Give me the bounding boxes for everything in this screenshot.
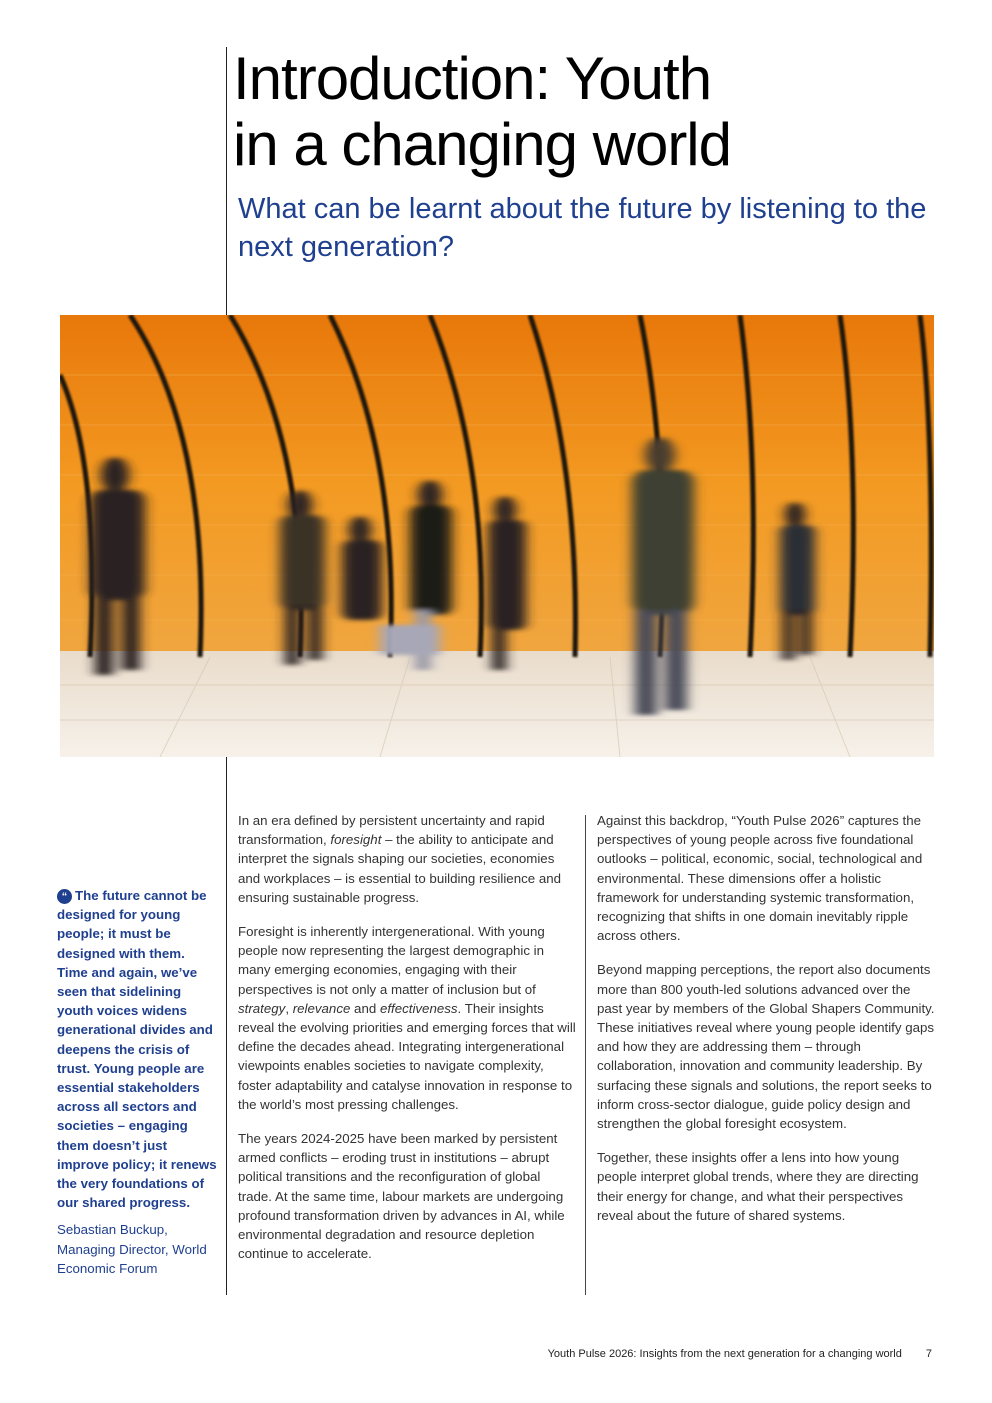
top-vertical-rule bbox=[226, 47, 227, 315]
paragraph-1-emphasis: foresight bbox=[330, 832, 382, 848]
paragraph-2-sep-2: and bbox=[350, 1000, 380, 1016]
bottom-vertical-rule bbox=[226, 757, 227, 1295]
page-footer bbox=[548, 1348, 932, 1360]
paragraph-1 bbox=[238, 811, 578, 907]
paragraph-2 bbox=[238, 922, 578, 1114]
body-column-1 bbox=[238, 811, 578, 1278]
paragraph-2-text-a: Foresight is inherently intergenerational. With young people now representing the largest demographic in many emerging economies, engaging with their perspectives is not only a matter of inclusion but of bbox=[238, 924, 545, 997]
paragraph-1-text-b: – the ability to anticipate and interpret the signals shaping our societies, economies and workplaces – is essential to building resilience and ensuring sustainable progress. bbox=[238, 832, 562, 905]
paragraph-4: Against this backdrop, “Youth Pulse 2026” captures the perspectives of young people across five foundational outlooks – political, economic, social, technological and environmental. These dimensions offer a holistic framework for understanding systemic transformation, recognizing that shifts in one domain inevitably ripple across others. bbox=[597, 813, 923, 944]
pull-quote-body: The future cannot be designed for young people; it must be designed with them. Time and again, we’ve seen that sidelining youth voices widens generational divides and deepens the crisis of trust. Young people are essential stakeholders across all sectors and societies – engaging them doesn’t just improve policy; it renews the very foundations of our shared progress. bbox=[57, 888, 217, 1211]
pull-quote-text bbox=[57, 886, 217, 1212]
footer-publication-title: Youth Pulse 2026: Insights from the next generation for a changing world bbox=[547, 1348, 902, 1360]
page-number: 7 bbox=[925, 1348, 932, 1360]
paragraph-2-emphasis-3: effectiveness bbox=[379, 1000, 458, 1016]
hero-photo bbox=[60, 315, 934, 757]
title-line-1: Introduction: Youth bbox=[233, 45, 712, 112]
quote-mark-icon: “ bbox=[57, 889, 72, 904]
page-title bbox=[233, 46, 953, 178]
paragraph-5: Beyond mapping perceptions, the report also documents more than 800 youth-led solutions advanced over the past year by members of the Global Shapers Community. These initiatives reveal where young people identify gaps and how they are addressing them – through collaboration, innovation and community leadership. By surfacing these signals and solutions, the report seeks to inform cross-sector dialogue, guide policy design and strengthen the global foresight ecosystem. bbox=[597, 962, 935, 1132]
paragraph-6: Together, these insights offer a lens into how young people interpret global trends, where they are directing their energy for change, and what their perspectives reveal about the future of shared systems. bbox=[597, 1150, 919, 1223]
column-divider bbox=[585, 815, 586, 1295]
title-line-2: in a changing world bbox=[233, 111, 732, 178]
paragraph-3: The years 2024-2025 have been marked by persistent armed conflicts – eroding trust in institutions – abrupt political transitions and the reconfiguration of global trade. At the same time, labour markets are undergoing profound transformation driven by advances in AI, while environmental degradation and resource depletion continue to accelerate. bbox=[238, 1131, 565, 1262]
paragraph-2-sep-1: , bbox=[285, 1000, 293, 1016]
pull-quote bbox=[57, 886, 217, 1278]
body-column-2 bbox=[597, 811, 937, 1240]
paragraph-2-text-b: . Their insights reveal the evolving priorities and emerging forces that will define the decades ahead. Integrating intergenerational viewpoints enables societies to navigate complexity, foster adaptability and catalyse innovation in response to the world’s most pressing challenges. bbox=[238, 1000, 576, 1112]
pull-quote-author: Sebastian Buckup, Managing Director, World Economic Forum bbox=[57, 1222, 207, 1276]
paragraph-2-emphasis-2: relevance bbox=[292, 1000, 351, 1016]
paragraph-2-emphasis-1: strategy bbox=[238, 1000, 286, 1016]
paragraph-1-text-a: In an era defined by persistent uncertainty and rapid transformation, bbox=[238, 813, 545, 848]
page-subtitle: What can be learnt about the future by listening to the next generation? bbox=[238, 193, 927, 263]
